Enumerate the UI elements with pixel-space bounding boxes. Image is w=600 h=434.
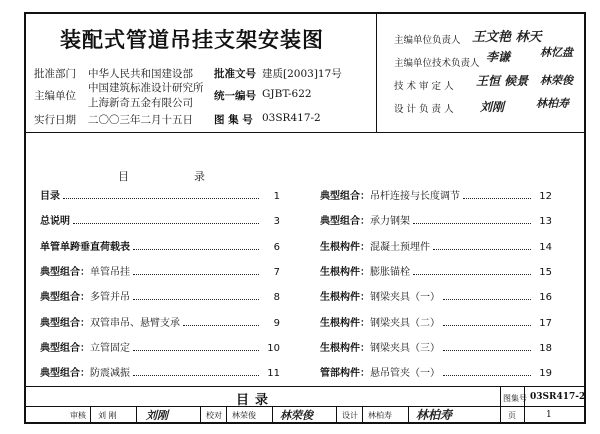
strip-atlas-label: 图集号	[503, 394, 527, 403]
resp-role-0: 主编单位负责人	[394, 35, 461, 46]
toc-entry-title: 防震减振	[90, 368, 130, 380]
toc-leader-dots	[73, 223, 259, 224]
toc-entry-category: 生根构件：	[320, 241, 370, 253]
strip-vline-a	[500, 386, 501, 424]
header-separator	[26, 132, 584, 133]
toc-leader-dots	[183, 325, 259, 326]
strip-check-name: 林荣俊	[232, 411, 256, 420]
toc-entry-page: 15	[539, 266, 552, 278]
toc-heading-a: 目	[118, 170, 131, 183]
strip-review-name: 刘 刚	[98, 411, 117, 420]
toc-entry-category: 典型组合：	[40, 317, 90, 329]
strip-check-label: 校对	[206, 411, 222, 420]
strip-review-label: 审核	[70, 411, 86, 420]
resp-role-1: 主编单位技术负责人	[394, 58, 480, 69]
strip-vline-1	[90, 406, 91, 424]
strip-title: 目录	[236, 393, 275, 408]
strip-vline-7	[362, 406, 363, 424]
toc-entry-title: 吊杆连接与长度调节	[370, 191, 460, 202]
toc-entry	[40, 338, 280, 354]
serial-number: GJBT-622	[262, 88, 312, 100]
strip-page-number: 1	[546, 410, 552, 420]
page-title: 装配式管道吊挂支架安装图	[60, 27, 324, 52]
toc-entry-title: 立管固定	[90, 342, 130, 354]
toc-leader-dots	[413, 223, 531, 224]
toc-entry-category: 典型组合：	[40, 368, 90, 380]
toc-heading-b: 录	[194, 170, 207, 183]
date-label: 实行日期	[34, 114, 76, 126]
toc-entry-title: 单管吊挂	[90, 266, 130, 278]
toc-entry-title: 钢梁夹具（二）	[370, 317, 440, 329]
toc-entry	[40, 186, 280, 202]
toc-entry-page: 19	[539, 368, 552, 380]
serial-label: 统一编号	[214, 90, 256, 102]
toc-entry-title: 目录	[40, 191, 60, 202]
editor-label: 主编单位	[34, 90, 76, 102]
strip-atlas-number: 03SR417-2	[530, 392, 586, 402]
toc-entry-page: 14	[539, 241, 552, 253]
toc-entry-title: 总说明	[40, 216, 70, 228]
toc-entry	[320, 262, 552, 278]
strip-design-label: 设计	[342, 411, 358, 420]
toc-leader-dots	[443, 375, 531, 376]
toc-entry	[320, 338, 552, 354]
toc-entry-category: 生根构件：	[320, 342, 370, 354]
strip-review-signature: 刘刚	[146, 409, 168, 422]
strip-check-signature: 林荣俊	[280, 409, 313, 422]
toc-entry-page: 3	[273, 216, 280, 228]
editor-line2: 上海新奇五金有限公司	[88, 97, 193, 109]
toc-entry-category: 生根构件：	[320, 292, 370, 304]
toc-entry	[320, 363, 552, 379]
toc-leader-dots	[443, 299, 531, 300]
resp-sig-3: 刘刚	[480, 100, 505, 114]
toc-entry-title: 混凝土预埋件	[370, 241, 430, 253]
toc-entry-page: 9	[273, 317, 280, 329]
toc-entry-page: 12	[539, 191, 552, 202]
approval-dept: 中华人民共和国建设部	[88, 68, 193, 80]
toc-entry-category: 典型组合：	[40, 342, 90, 354]
toc-entry-page: 13	[539, 216, 552, 228]
toc-entry-page: 17	[539, 317, 552, 329]
toc-leader-dots	[133, 274, 259, 275]
toc-entry	[40, 211, 280, 227]
toc-leader-dots	[133, 299, 259, 300]
toc-entry	[320, 313, 552, 329]
strip-vline-6	[336, 406, 337, 424]
toc-entry-title: 膨胀锚栓	[370, 266, 410, 278]
toc-entry-title: 承力钢架	[370, 216, 410, 228]
toc-entry	[40, 287, 280, 303]
toc-entry-page: 11	[267, 368, 280, 380]
resp-sig-3b: 林柏寿	[536, 97, 569, 110]
toc-leader-dots	[433, 249, 531, 250]
strip-vline-4	[226, 406, 227, 424]
toc-entry-category: 典型组合：	[320, 191, 370, 202]
toc-entry	[40, 363, 280, 379]
toc-entry-title: 多管并吊	[90, 292, 130, 304]
strip-vline-8	[408, 406, 409, 424]
effective-date: 二〇〇三年二月十五日	[88, 114, 193, 126]
strip-page-label: 页	[508, 411, 516, 420]
toc-entry-page: 1	[273, 191, 280, 202]
toc-entry-title: 双管串吊、悬臂支承	[90, 317, 180, 329]
resp-sig-1: 李谦	[486, 50, 511, 64]
toc-entry-category: 典型组合：	[40, 292, 90, 304]
approval-dept-label: 批准部门	[34, 68, 76, 80]
toc-entry-category: 典型组合：	[40, 266, 90, 278]
toc-entry	[320, 211, 552, 227]
resp-sig-1b: 林忆盘	[540, 46, 573, 59]
toc-entry-page: 8	[273, 292, 280, 304]
atlas-number: 03SR417-2	[262, 112, 321, 124]
resp-sig-2: 王恒 候景	[476, 74, 529, 88]
toc-entry-page: 10	[267, 342, 280, 354]
toc-leader-dots	[413, 274, 531, 275]
toc-entry	[40, 262, 280, 278]
toc-entry-title: 悬吊管夹（一）	[370, 368, 440, 380]
toc-entry	[40, 313, 280, 329]
strip-vline-3	[200, 406, 201, 424]
toc-entry	[320, 186, 552, 202]
toc-entry-category: 典型组合：	[320, 216, 370, 228]
strip-design-signature: 林柏寿	[416, 408, 453, 422]
toc-leader-dots	[63, 198, 259, 199]
resp-role-3: 设 计 负 责 人	[394, 104, 454, 115]
resp-sig-2b: 林荣俊	[540, 74, 573, 87]
toc-leader-dots	[463, 198, 531, 199]
toc-entry	[320, 287, 552, 303]
approval-doc: 建质[2003]17号	[262, 68, 342, 80]
strip-vline-2	[136, 406, 137, 424]
toc-leader-dots	[133, 375, 259, 376]
toc-entry-category: 生根构件：	[320, 266, 370, 278]
toc-entry	[40, 237, 280, 253]
toc-entry-category: 管部构件：	[320, 368, 370, 380]
toc-entry-title: 钢梁夹具（三）	[370, 342, 440, 354]
editor-line1: 中国建筑标准设计研究所	[88, 82, 204, 94]
toc-entry-page: 16	[539, 292, 552, 304]
toc-entry-page: 7	[273, 266, 280, 278]
toc-entry-category: 生根构件：	[320, 317, 370, 329]
toc-entry	[320, 237, 552, 253]
toc-leader-dots	[443, 325, 531, 326]
toc-leader-dots	[133, 350, 259, 351]
toc-entry-page: 6	[273, 241, 280, 253]
strip-design-name: 林柏寿	[368, 411, 392, 420]
atlas-label: 图 集 号	[214, 114, 253, 126]
toc-entry-page: 18	[539, 342, 552, 354]
resp-role-2: 技 术 审 定 人	[394, 81, 454, 92]
toc-entry-title: 单管单跨垂直荷载表	[40, 241, 130, 253]
toc-entry-title: 钢梁夹具（一）	[370, 292, 440, 304]
approval-doc-label: 批准文号	[214, 68, 256, 80]
strip-vline-b	[524, 386, 525, 424]
strip-vline-5	[272, 406, 273, 424]
resp-sig-0: 王文艳 林天	[472, 30, 542, 45]
toc-leader-dots	[443, 350, 531, 351]
header-divider	[376, 14, 377, 132]
toc-leader-dots	[133, 249, 259, 250]
